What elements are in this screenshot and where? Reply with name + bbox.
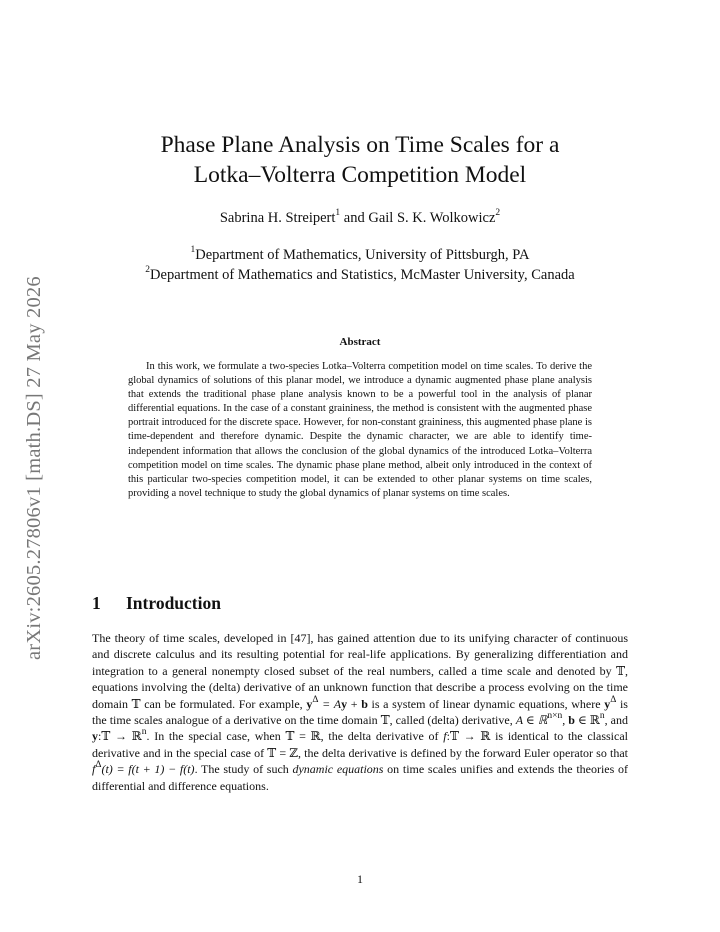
affiliations xyxy=(0,245,720,285)
paper-title xyxy=(0,130,720,190)
title-line-2: Lotka–Volterra Competition Model xyxy=(193,162,527,188)
author-2-mark: 2 xyxy=(495,208,501,219)
affiliation-1-mark: 1 xyxy=(190,245,196,256)
intro-eq1-vec-y: y xyxy=(341,696,348,711)
abstract-heading: Abstract xyxy=(339,336,381,348)
intro-text-8: on time scales unifies and extends the theories of differential and difference equations. xyxy=(92,762,628,793)
page-number: 1 xyxy=(357,872,363,886)
intro-eq1-y: y xyxy=(306,696,313,711)
intro-text-5: . In the special case, when 𝕋 = ℝ, the delta derivative of xyxy=(146,729,444,744)
intro-eq3-sup: n×n xyxy=(547,711,563,722)
author-2: Gail S. K. Wolkowicz xyxy=(368,210,496,226)
intro-eq4-rest: :𝕋 → ℝ xyxy=(98,729,142,744)
affiliation-2-text: Department of Mathematics and Statistics, McMaster University, Canada xyxy=(150,267,575,283)
intro-emphasis: dynamic equations xyxy=(292,762,384,777)
section-title: Introduction xyxy=(126,593,221,613)
intro-eq6-rest: (t) = f(t + 1) − f(t) xyxy=(101,762,195,777)
intro-text-3: is the time scales analogue of a derivative on the time domain 𝕋, called (delta) derivative, xyxy=(92,696,628,728)
abstract-text: In this work, we formulate a two-species Lotka–Volterra competition model on time scales. To derive the global dynamics of solutions of this planar model, we introduce a dynamic augmented phase plane analysis that extends the traditional phase plane analysis known to be a powerful tool in the analysis of planar differential equations. In the case of a constant graininess, the method is consistent with the augmented phase portrait introduced for the discrete space. However, for non-constant graininess, this augmented phase plane is time-dependent and therefore dynamic. Despite the dynamic character, we are able to identify time-independent information that allows the conclusion of the global dynamics of the introduced Lotka–Volterra competition model on time scales. The dynamic phase plane method, albeit only introduced in the context of this particular two-species competition model, it can be extended to other planar systems on time scales, providing a novel technique to study the global dynamics of planar systems on time scales. xyxy=(128,361,592,499)
intro-text-1: The theory of time scales, developed in [47], has gained attention due to its unifying character of continuous and discrete calculus and its resulting potential for real-life applications. By generalizing differentiation and integration to a general nonempty closed subset of the real numbers, called a time scale and denoted by 𝕋, equations involving the (delta) derivative of an unknown function that describe a process evolving on the time domain 𝕋 can be formulated. For example, xyxy=(92,631,628,711)
intro-eq1-sup: Δ xyxy=(312,694,319,705)
author-list xyxy=(0,208,720,228)
intro-eq2-y: y xyxy=(604,696,611,711)
intro-eq4-y: y xyxy=(92,729,98,744)
intro-eq4-sup: n xyxy=(141,727,147,738)
section-heading xyxy=(92,593,221,614)
intro-eq3-rest: ∈ ℝ xyxy=(574,713,600,728)
intro-eq5-f: f xyxy=(443,729,447,744)
intro-eq1-plus: + xyxy=(347,696,362,711)
introduction-paragraph xyxy=(92,630,628,794)
intro-text-4: , and xyxy=(604,713,629,728)
author-1: Sabrina H. Streipert xyxy=(219,210,336,226)
intro-eq1-rest: = A xyxy=(318,696,342,711)
section-number: 1 xyxy=(92,593,101,613)
arxiv-sidebar-stamp xyxy=(20,240,48,660)
intro-eq2-sup: Δ xyxy=(610,694,617,705)
intro-text-7: . The study of such xyxy=(194,762,293,777)
affiliation-2-mark: 2 xyxy=(145,265,151,276)
intro-eq6-sup: Δ xyxy=(95,760,102,771)
title-line-1: Phase Plane Analysis on Time Scales for a xyxy=(160,132,560,158)
affiliation-1 xyxy=(0,245,720,265)
intro-eq3-b: b xyxy=(568,713,575,728)
intro-text-2: is a system of linear dynamic equations, where xyxy=(367,696,605,711)
intro-eq3-sup2: n xyxy=(599,711,605,722)
author-1-mark: 1 xyxy=(335,208,341,219)
author-conjunction: and xyxy=(340,210,369,226)
intro-text-6: is identical to the classical derivative and in the special case of 𝕋 = ℤ, the delta derivative is defined by the forward Euler operator so that xyxy=(92,729,628,760)
intro-eq6-f: f xyxy=(92,762,96,777)
intro-eq3: A ∈ ℝ xyxy=(515,713,548,728)
affiliation-2 xyxy=(0,265,720,285)
affiliation-1-text: Department of Mathematics, University of Pittsburgh, PA xyxy=(195,247,530,263)
intro-eq5-rest: :𝕋 → ℝ xyxy=(446,729,491,744)
intro-eq3-mid: , xyxy=(562,713,569,728)
intro-eq1-b: b xyxy=(361,696,368,711)
arxiv-identifier: arXiv:2605.27806v1 [math.DS] 27 May 2026 xyxy=(23,276,45,660)
